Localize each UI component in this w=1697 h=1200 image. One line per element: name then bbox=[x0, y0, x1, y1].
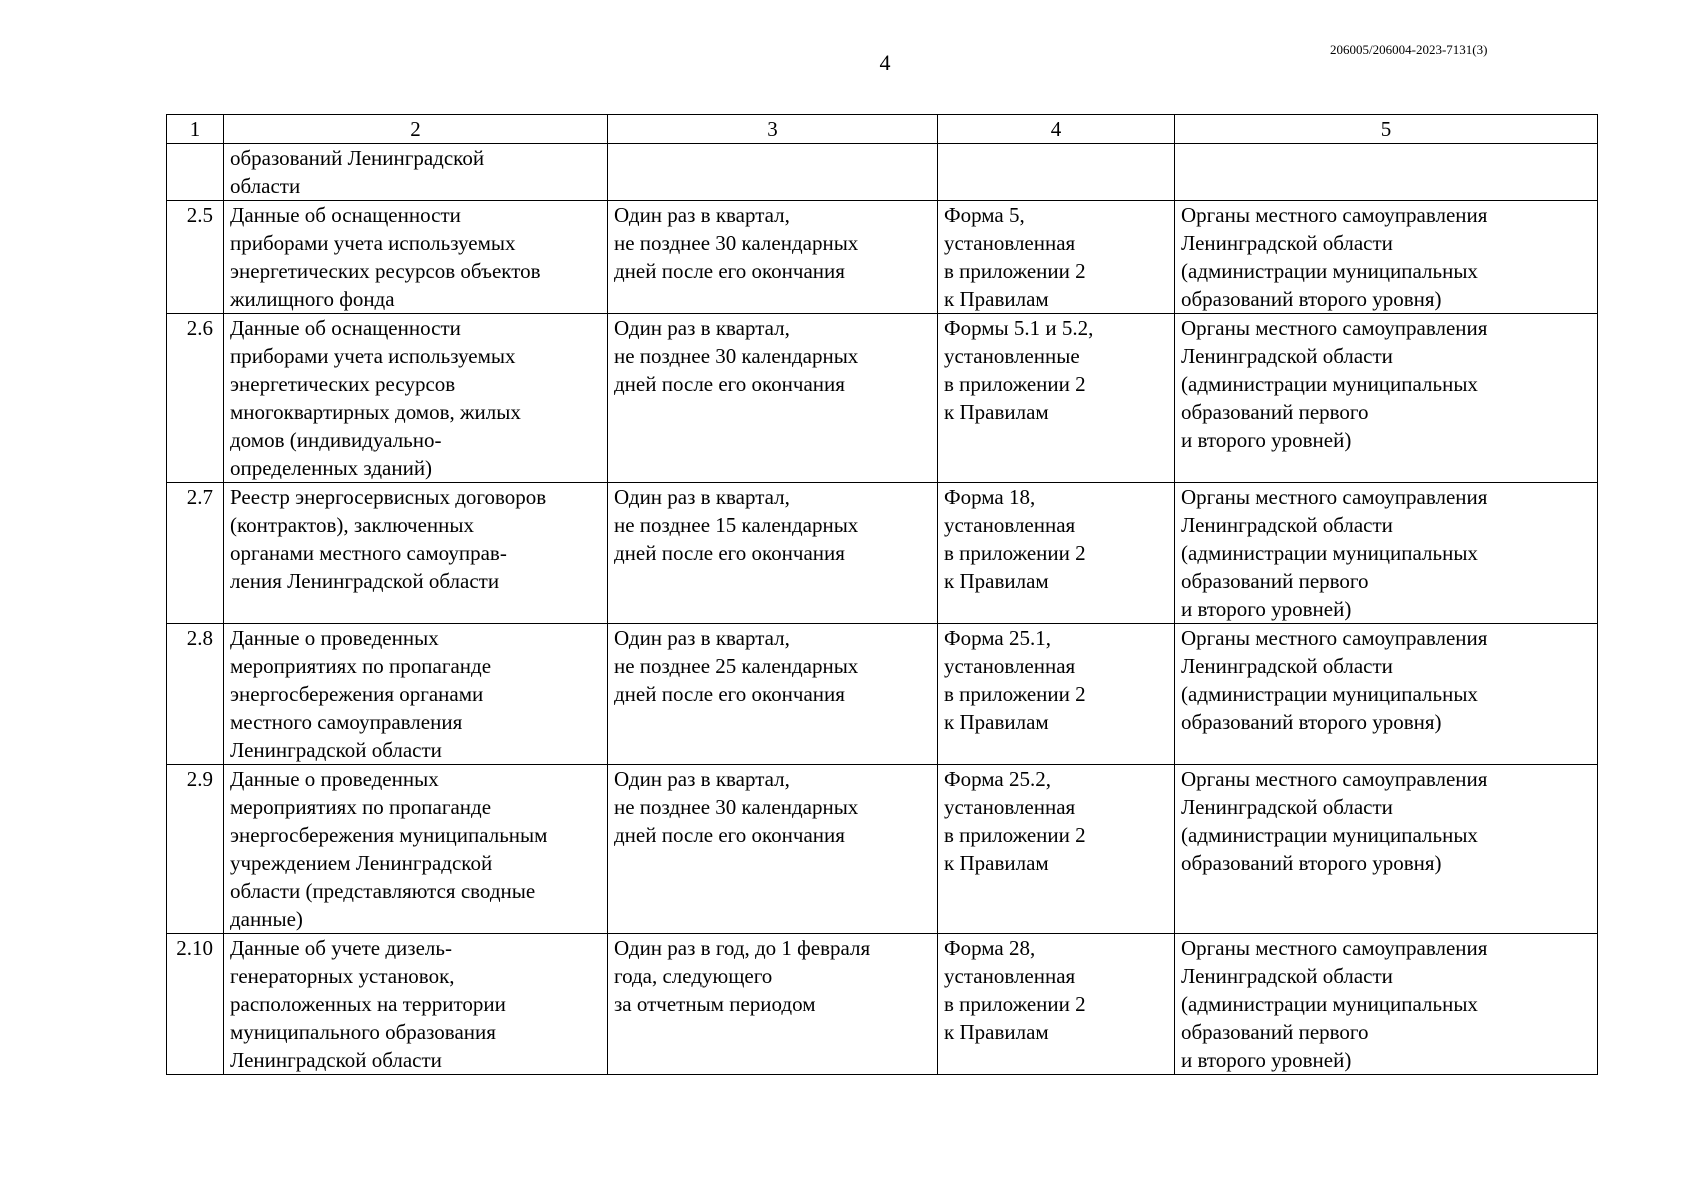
cell-line: Формы 5.1 и 5.2, bbox=[944, 316, 1094, 340]
cell-line: энергетических ресурсов объектов bbox=[230, 259, 541, 283]
cell-responsible bbox=[1175, 201, 1598, 314]
cell-form bbox=[938, 765, 1175, 934]
cell-line: органами местного самоуправ- bbox=[230, 541, 507, 565]
cell-line: жилищного фонда bbox=[230, 287, 395, 311]
cell-number: 2.5 bbox=[167, 201, 224, 314]
cell-line: Данные об оснащенности bbox=[230, 203, 461, 227]
cell-deadline bbox=[608, 314, 938, 483]
cell-description bbox=[224, 765, 608, 934]
cell-form bbox=[938, 314, 1175, 483]
cell-line: приборами учета используемых bbox=[230, 231, 516, 255]
cell-line: области bbox=[230, 174, 301, 198]
cell-form bbox=[938, 201, 1175, 314]
cell-line: в приложении 2 bbox=[944, 259, 1086, 283]
cell-line: образований второго уровня) bbox=[1181, 287, 1442, 311]
cell-line: к Правилам bbox=[944, 1020, 1049, 1044]
cell-line: в приложении 2 bbox=[944, 682, 1086, 706]
cell-line: Реестр энергосервисных договоров bbox=[230, 485, 547, 509]
table-row bbox=[167, 934, 1598, 1075]
column-header: 5 bbox=[1175, 115, 1598, 144]
cell-line: дней после его окончания bbox=[614, 259, 845, 283]
cell-line: в приложении 2 bbox=[944, 372, 1086, 396]
cell-form bbox=[938, 483, 1175, 624]
cell-line: мероприятиях по пропаганде bbox=[230, 795, 492, 819]
table-row bbox=[167, 624, 1598, 765]
cell-line: (администрации муниципальных bbox=[1181, 259, 1478, 283]
cell-line: Органы местного самоуправления bbox=[1181, 936, 1488, 960]
cell-form bbox=[938, 934, 1175, 1075]
cell-line: данные) bbox=[230, 907, 303, 931]
cell-line: муниципального образования bbox=[230, 1020, 496, 1044]
cell-line: установленная bbox=[944, 231, 1076, 255]
cell-line: образований второго уровня) bbox=[1181, 710, 1442, 734]
cell-line: (администрации муниципальных bbox=[1181, 992, 1478, 1016]
cell-line: года, следующего bbox=[614, 964, 773, 988]
cell-line: не позднее 30 календарных bbox=[614, 795, 859, 819]
cell-line: дней после его окончания bbox=[614, 372, 845, 396]
cell-line: Органы местного самоуправления bbox=[1181, 767, 1488, 791]
cell-line: домов (индивидуально- bbox=[230, 428, 442, 452]
cell-line: Ленинградской области bbox=[1181, 654, 1393, 678]
cell-number: 2.8 bbox=[167, 624, 224, 765]
cell-form bbox=[938, 144, 1175, 201]
cell-number: 2.10 bbox=[167, 934, 224, 1075]
table-row bbox=[167, 144, 1598, 201]
table-header-row bbox=[167, 115, 1598, 144]
cell-line: к Правилам bbox=[944, 851, 1049, 875]
cell-line: в приложении 2 bbox=[944, 992, 1086, 1016]
cell-description bbox=[224, 624, 608, 765]
cell-line: не позднее 30 календарных bbox=[614, 231, 859, 255]
cell-line: образований первого bbox=[1181, 1020, 1369, 1044]
cell-line: и второго уровней) bbox=[1181, 597, 1352, 621]
cell-line: учреждением Ленинградской bbox=[230, 851, 493, 875]
cell-description bbox=[224, 483, 608, 624]
cell-line: к Правилам bbox=[944, 287, 1049, 311]
cell-form bbox=[938, 624, 1175, 765]
cell-line: дней после его окончания bbox=[614, 541, 845, 565]
cell-responsible bbox=[1175, 144, 1598, 201]
column-header: 2 bbox=[224, 115, 608, 144]
cell-line: Ленинградской области bbox=[1181, 231, 1393, 255]
cell-line: Данные об учете дизель- bbox=[230, 936, 452, 960]
column-header: 4 bbox=[938, 115, 1175, 144]
column-header: 1 bbox=[167, 115, 224, 144]
cell-line: местного самоуправления bbox=[230, 710, 463, 734]
cell-responsible bbox=[1175, 483, 1598, 624]
cell-deadline bbox=[608, 624, 938, 765]
cell-line: установленная bbox=[944, 795, 1076, 819]
cell-deadline bbox=[608, 201, 938, 314]
cell-line: Один раз в квартал, bbox=[614, 316, 790, 340]
cell-line: (администрации муниципальных bbox=[1181, 823, 1478, 847]
cell-line: Органы местного самоуправления bbox=[1181, 485, 1488, 509]
cell-line: установленная bbox=[944, 964, 1076, 988]
table-row bbox=[167, 314, 1598, 483]
cell-line: Органы местного самоуправления bbox=[1181, 316, 1488, 340]
table-row bbox=[167, 483, 1598, 624]
cell-line: Данные об оснащенности bbox=[230, 316, 461, 340]
cell-line: образований первого bbox=[1181, 400, 1369, 424]
cell-line: в приложении 2 bbox=[944, 541, 1086, 565]
cell-line: Ленинградской области bbox=[230, 738, 442, 762]
cell-description bbox=[224, 144, 608, 201]
cell-line: не позднее 15 календарных bbox=[614, 513, 859, 537]
cell-line: Один раз в год, до 1 февраля bbox=[614, 936, 871, 960]
cell-deadline bbox=[608, 765, 938, 934]
cell-line: установленные bbox=[944, 344, 1080, 368]
cell-responsible bbox=[1175, 624, 1598, 765]
cell-line: многоквартирных домов, жилых bbox=[230, 400, 521, 424]
cell-line: энергосбережения органами bbox=[230, 682, 484, 706]
cell-line: Ленинградской области bbox=[230, 1048, 442, 1072]
cell-line: энергосбережения муниципальным bbox=[230, 823, 548, 847]
cell-line: образований первого bbox=[1181, 569, 1369, 593]
cell-line: к Правилам bbox=[944, 710, 1049, 734]
cell-line: определенных зданий) bbox=[230, 456, 433, 480]
cell-line: (администрации муниципальных bbox=[1181, 372, 1478, 396]
cell-line: дней после его окончания bbox=[614, 823, 845, 847]
cell-responsible bbox=[1175, 934, 1598, 1075]
cell-line: Форма 25.1, bbox=[944, 626, 1051, 650]
cell-line: Один раз в квартал, bbox=[614, 203, 790, 227]
cell-line: (администрации муниципальных bbox=[1181, 682, 1478, 706]
cell-line: энергетических ресурсов bbox=[230, 372, 456, 396]
cell-line: Данные о проведенных bbox=[230, 626, 439, 650]
cell-line: дней после его окончания bbox=[614, 682, 845, 706]
cell-line: установленная bbox=[944, 654, 1076, 678]
cell-line: за отчетным периодом bbox=[614, 992, 816, 1016]
cell-line: Ленинградской области bbox=[1181, 344, 1393, 368]
cell-line: Ленинградской области bbox=[1181, 513, 1393, 537]
cell-line: образований второго уровня) bbox=[1181, 851, 1442, 875]
cell-line: не позднее 25 календарных bbox=[614, 654, 859, 678]
cell-line: приборами учета используемых bbox=[230, 344, 516, 368]
cell-line: к Правилам bbox=[944, 569, 1049, 593]
cell-line: Форма 18, bbox=[944, 485, 1036, 509]
cell-responsible bbox=[1175, 314, 1598, 483]
cell-line: образований Ленинградской bbox=[230, 146, 485, 170]
cell-line: мероприятиях по пропаганде bbox=[230, 654, 492, 678]
page-number: 4 bbox=[879, 50, 891, 75]
cell-line: не позднее 30 календарных bbox=[614, 344, 859, 368]
cell-line: Ленинградской области bbox=[1181, 795, 1393, 819]
cell-line: и второго уровней) bbox=[1181, 1048, 1352, 1072]
cell-line: Форма 28, bbox=[944, 936, 1036, 960]
cell-line: и второго уровней) bbox=[1181, 428, 1352, 452]
document-code: 206005/206004-2023-7131(3) bbox=[1330, 42, 1488, 57]
cell-line: расположенных на территории bbox=[230, 992, 506, 1016]
column-header: 3 bbox=[608, 115, 938, 144]
cell-line: Органы местного самоуправления bbox=[1181, 626, 1488, 650]
cell-line: Органы местного самоуправления bbox=[1181, 203, 1488, 227]
cell-line: ления Ленинградской области bbox=[230, 569, 500, 593]
cell-line: Один раз в квартал, bbox=[614, 485, 790, 509]
cell-line: генераторных установок, bbox=[230, 964, 455, 988]
cell-description bbox=[224, 934, 608, 1075]
cell-line: Данные о проведенных bbox=[230, 767, 439, 791]
cell-line: к Правилам bbox=[944, 400, 1049, 424]
cell-number: 2.6 bbox=[167, 314, 224, 483]
cell-line: Ленинградской области bbox=[1181, 964, 1393, 988]
cell-line: Форма 25.2, bbox=[944, 767, 1051, 791]
cell-number: 2.9 bbox=[167, 765, 224, 934]
cell-line: Форма 5, bbox=[944, 203, 1025, 227]
table-body bbox=[167, 115, 1598, 1075]
cell-description bbox=[224, 314, 608, 483]
cell-line: установленная bbox=[944, 513, 1076, 537]
cell-line: (администрации муниципальных bbox=[1181, 541, 1478, 565]
cell-deadline bbox=[608, 934, 938, 1075]
cell-line: Один раз в квартал, bbox=[614, 767, 790, 791]
cell-line: Один раз в квартал, bbox=[614, 626, 790, 650]
cell-line: области (представляются сводные bbox=[230, 879, 536, 903]
cell-line: в приложении 2 bbox=[944, 823, 1086, 847]
table-row bbox=[167, 765, 1598, 934]
cell-responsible bbox=[1175, 765, 1598, 934]
table-row bbox=[167, 201, 1598, 314]
cell-line: (контрактов), заключенных bbox=[230, 513, 475, 537]
cell-deadline bbox=[608, 483, 938, 624]
cell-number: 2.7 bbox=[167, 483, 224, 624]
cell-number bbox=[167, 144, 224, 201]
cell-description bbox=[224, 201, 608, 314]
cell-deadline bbox=[608, 144, 938, 201]
reporting-table bbox=[166, 114, 1598, 1075]
